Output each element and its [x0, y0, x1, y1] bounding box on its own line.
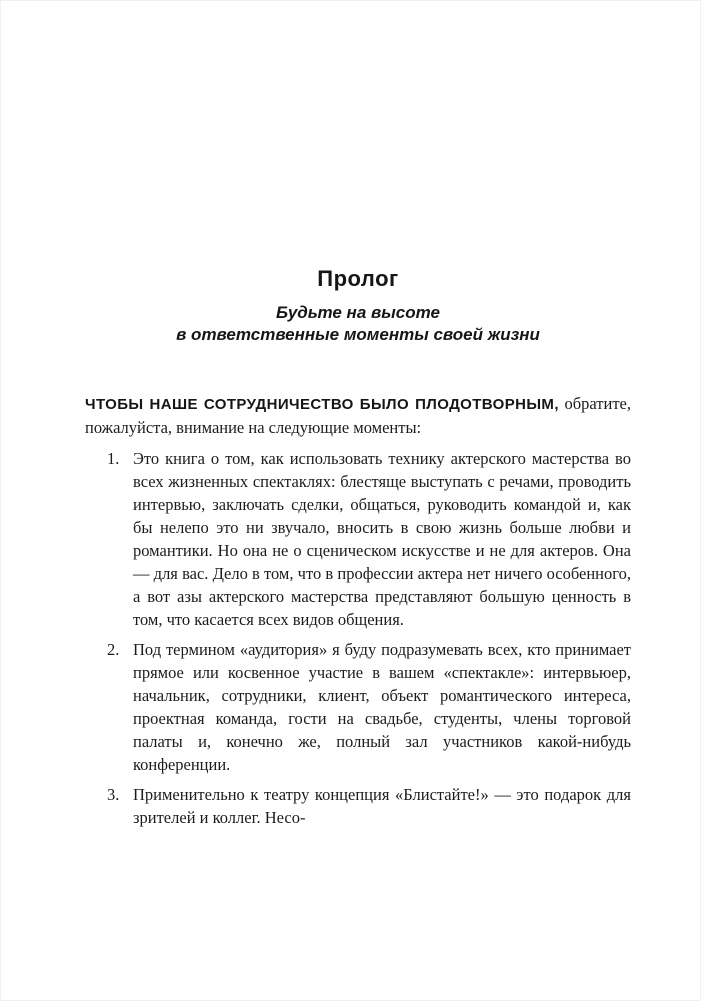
- list-item-text: Под термином «аудитория» я буду подразумевать всех, кто принимает прямое или косвенное участие в вашем «спектакле»: интервьюер, начальник, сотрудники, клиент, объект романтического интереса, проектная команда, гости на свадьбе, студенты, члены торговой палаты и, конечно же, полный зал участников какой-нибудь конференции.: [133, 640, 631, 774]
- list-item-number: 2.: [107, 640, 120, 659]
- list-item-number: 1.: [107, 449, 120, 468]
- list-item-text: Это книга о том, как использовать технику актерского мастерства во всех жизненных спектаклях: блестяще выступать с речами, проводить интервью, заключать сделки, общаться, руководить командой и, как бы нелепо это ни звучало, вносить в свою жизнь больше любви и романтики. Но она не о сценическом искусстве и не для актеров. Она — для вас. Дело в том, что в профессии актера нет ничего особенного, а вот азы актерского мастерства представляют большую ценность в том, что касается всех видов общения.: [133, 449, 631, 629]
- list-item-text: Применительно к театру концепция «Блистайте!» — это подарок для зрителей и коллег. Несо-: [133, 785, 631, 827]
- numbered-list: [85, 447, 631, 829]
- intro-paragraph: [85, 392, 631, 439]
- intro-rest-text: обратите, пожалуйста, внимание на следующие моменты:: [85, 394, 631, 437]
- subtitle-line-1: Будьте на высоте: [276, 303, 440, 322]
- subtitle-line-2: в ответственные моменты своей жизни: [176, 325, 540, 344]
- list-item: [107, 447, 631, 631]
- list-item: [107, 638, 631, 776]
- intro-emphasis-text: ЧТОБЫ НАШЕ СОТРУДНИЧЕСТВО БЫЛО ПЛОДОТВОРНЫМ,: [85, 396, 559, 413]
- list-item: [107, 783, 631, 829]
- page-subtitle: [85, 302, 631, 346]
- page-title: Пролог: [317, 266, 399, 291]
- list-item-number: 3.: [107, 785, 120, 804]
